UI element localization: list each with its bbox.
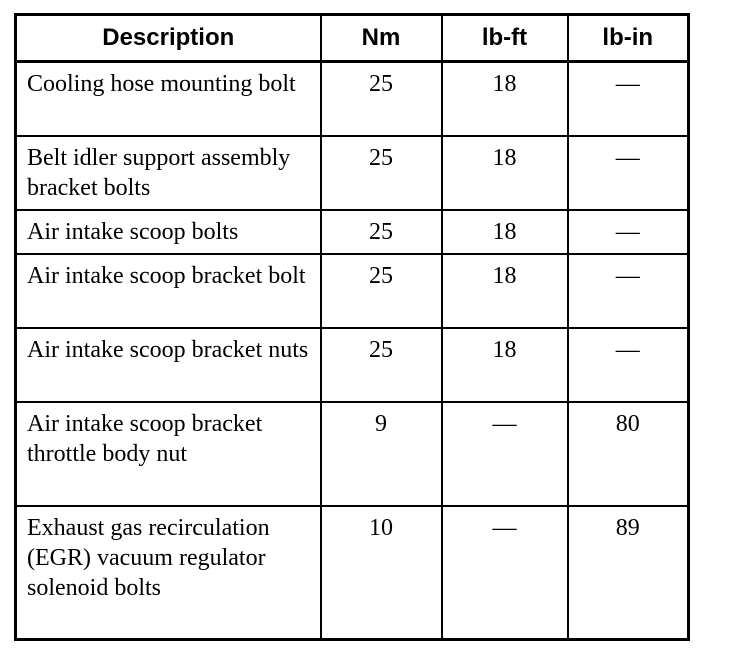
header-description: Description — [16, 15, 321, 62]
table-row — [16, 402, 689, 506]
cell-lb-in: — — [568, 210, 689, 254]
cell-nm: 9 — [321, 402, 442, 506]
cell-description: Air intake scoop bracket nuts — [16, 328, 321, 402]
cell-lb-in: — — [568, 62, 689, 136]
cell-nm: 25 — [321, 254, 442, 328]
cell-description: Belt idler support assembly bracket bolts — [16, 136, 321, 210]
cell-lb-in: 80 — [568, 402, 689, 506]
cell-lb-ft: 18 — [442, 210, 568, 254]
cell-lb-in: — — [568, 328, 689, 402]
cell-description: Exhaust gas recirculation (EGR) vacuum regulator solenoid bolts — [16, 506, 321, 640]
cell-nm: 10 — [321, 506, 442, 640]
table-header-row — [16, 15, 689, 62]
cell-nm: 25 — [321, 136, 442, 210]
table-row — [16, 328, 689, 402]
cell-lb-ft: 18 — [442, 62, 568, 136]
cell-description: Air intake scoop bracket bolt — [16, 254, 321, 328]
cell-nm: 25 — [321, 328, 442, 402]
table-row — [16, 506, 689, 640]
torque-spec-table — [14, 13, 690, 641]
cell-description: Cooling hose mounting bolt — [16, 62, 321, 136]
table-row — [16, 62, 689, 136]
header-lb-in: lb-in — [568, 15, 689, 62]
cell-nm: 25 — [321, 62, 442, 136]
cell-lb-in: — — [568, 254, 689, 328]
cell-lb-ft: 18 — [442, 254, 568, 328]
cell-lb-in: — — [568, 136, 689, 210]
cell-lb-ft: — — [442, 506, 568, 640]
table-row — [16, 254, 689, 328]
cell-nm: 25 — [321, 210, 442, 254]
cell-description: Air intake scoop bracket throttle body nut — [16, 402, 321, 506]
cell-lb-ft: 18 — [442, 136, 568, 210]
table-row — [16, 136, 689, 210]
header-lb-ft: lb-ft — [442, 15, 568, 62]
cell-lb-ft: — — [442, 402, 568, 506]
cell-lb-ft: 18 — [442, 328, 568, 402]
cell-description: Air intake scoop bolts — [16, 210, 321, 254]
table-row — [16, 210, 689, 254]
cell-lb-in: 89 — [568, 506, 689, 640]
header-nm: Nm — [321, 15, 442, 62]
